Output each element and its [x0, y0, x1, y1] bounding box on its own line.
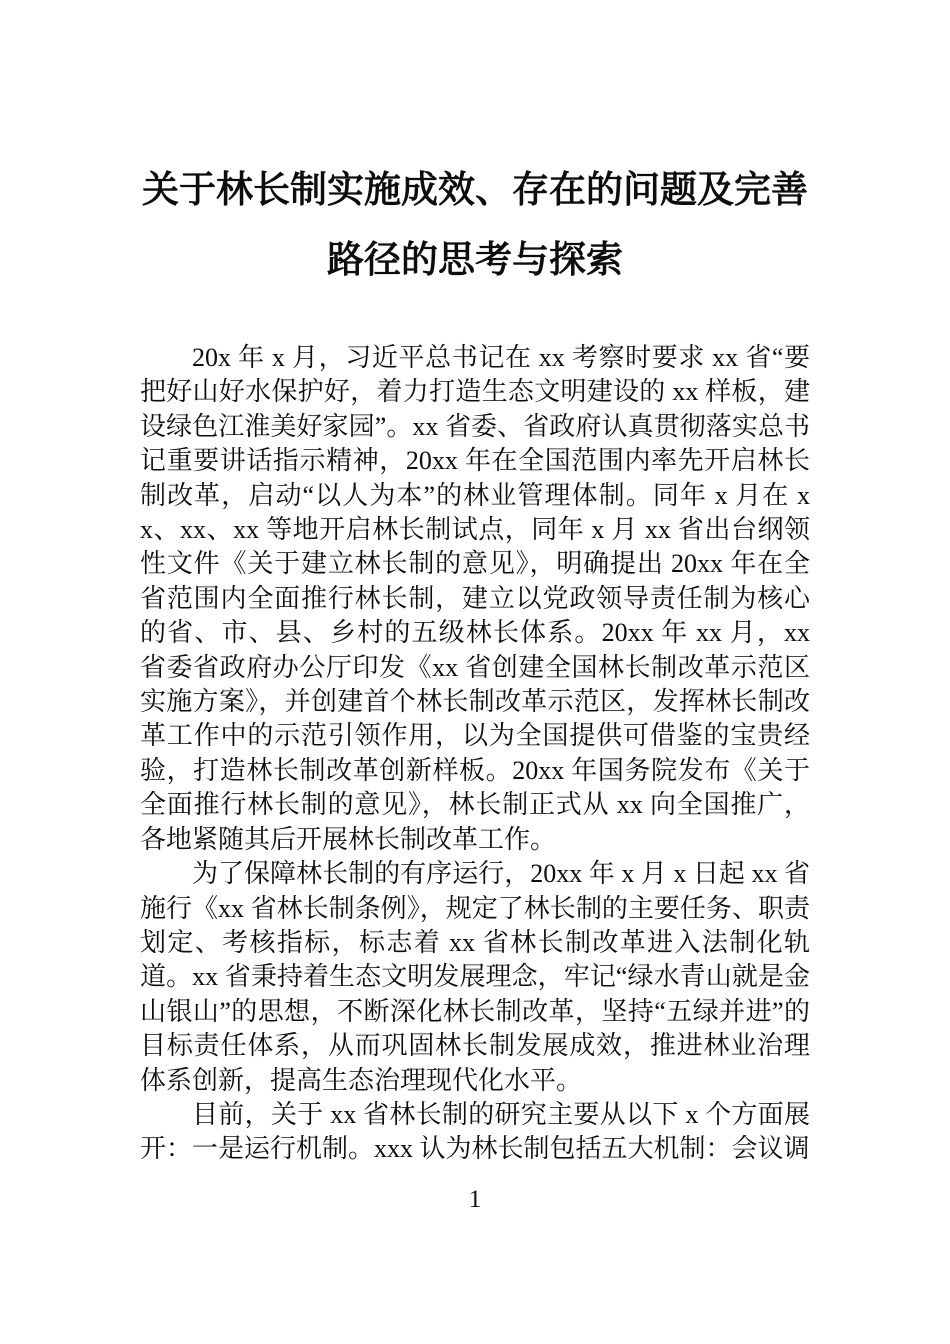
body-paragraph: 为了保障林长制的有序运行，20xx 年 x 月 x 日起 xx 省施行《xx 省林长制条例》，规定了林长制的主要任务、职责划定、考核指标，标志着 xx 省林长制改革进入法制化轨道。xx 省秉持着生态文明发展理念，牢记“绿水青山就是金山银山”的思想，不断深化林长制改革，坚持“五绿并进”的目标责任体系，从而巩固林长制发展成效，推进林业治理体系创新，提高生态治理现代化水平。	[140, 859, 810, 1095]
document-title-line-2: 路径的思考与探索	[327, 239, 623, 280]
document-body	[140, 341, 810, 1167]
page-number: 1	[468, 1186, 482, 1213]
body-paragraph: 目前，关于 xx 省林长制的研究主要从以下 x 个方面展开：一是运行机制。xxx 认为林长制包括五大机制：会议调	[140, 1099, 810, 1164]
document-title	[130, 155, 820, 295]
document-title-line-1: 关于林长制实施成效、存在的问题及完善	[142, 169, 808, 210]
body-paragraph: 20x 年 x 月，习近平总书记在 xx 考察时要求 xx 省“要把好山好水保护好，着力打造生态文明建设的 xx 样板，建设绿色江淮美好家园”。xx 省委、省政府认真贯彻落实总书记重要讲话指示精神，20xx 年在全国范围内率先开启林长制改革，启动“以人为本”的林业管理体制。同年 x 月在 xx、xx、xx 等地开启林长制试点，同年 x 月 xx 省出台纲领性文件《关于建立林长制的意见》，明确提出 20xx 年在全省范围内全面推行林长制，建立以党政领导责任制为核心的省、市、县、乡村的五级林长体系。20xx 年 xx 月，xx 省委省政府办公厅印发《xx 省创建全国林长制改革示范区实施方案》，并创建首个林长制改革示范区，发挥林长制改革工作中的示范引领作用，以为全国提供可借鉴的宝贵经验，打造林长制改革创新样板。20xx 年国务院发布《关于全面推行林长制的意见》，林长制正式从 xx 向全国推广，各地紧随其后开展林长制改革工作。	[140, 343, 810, 854]
